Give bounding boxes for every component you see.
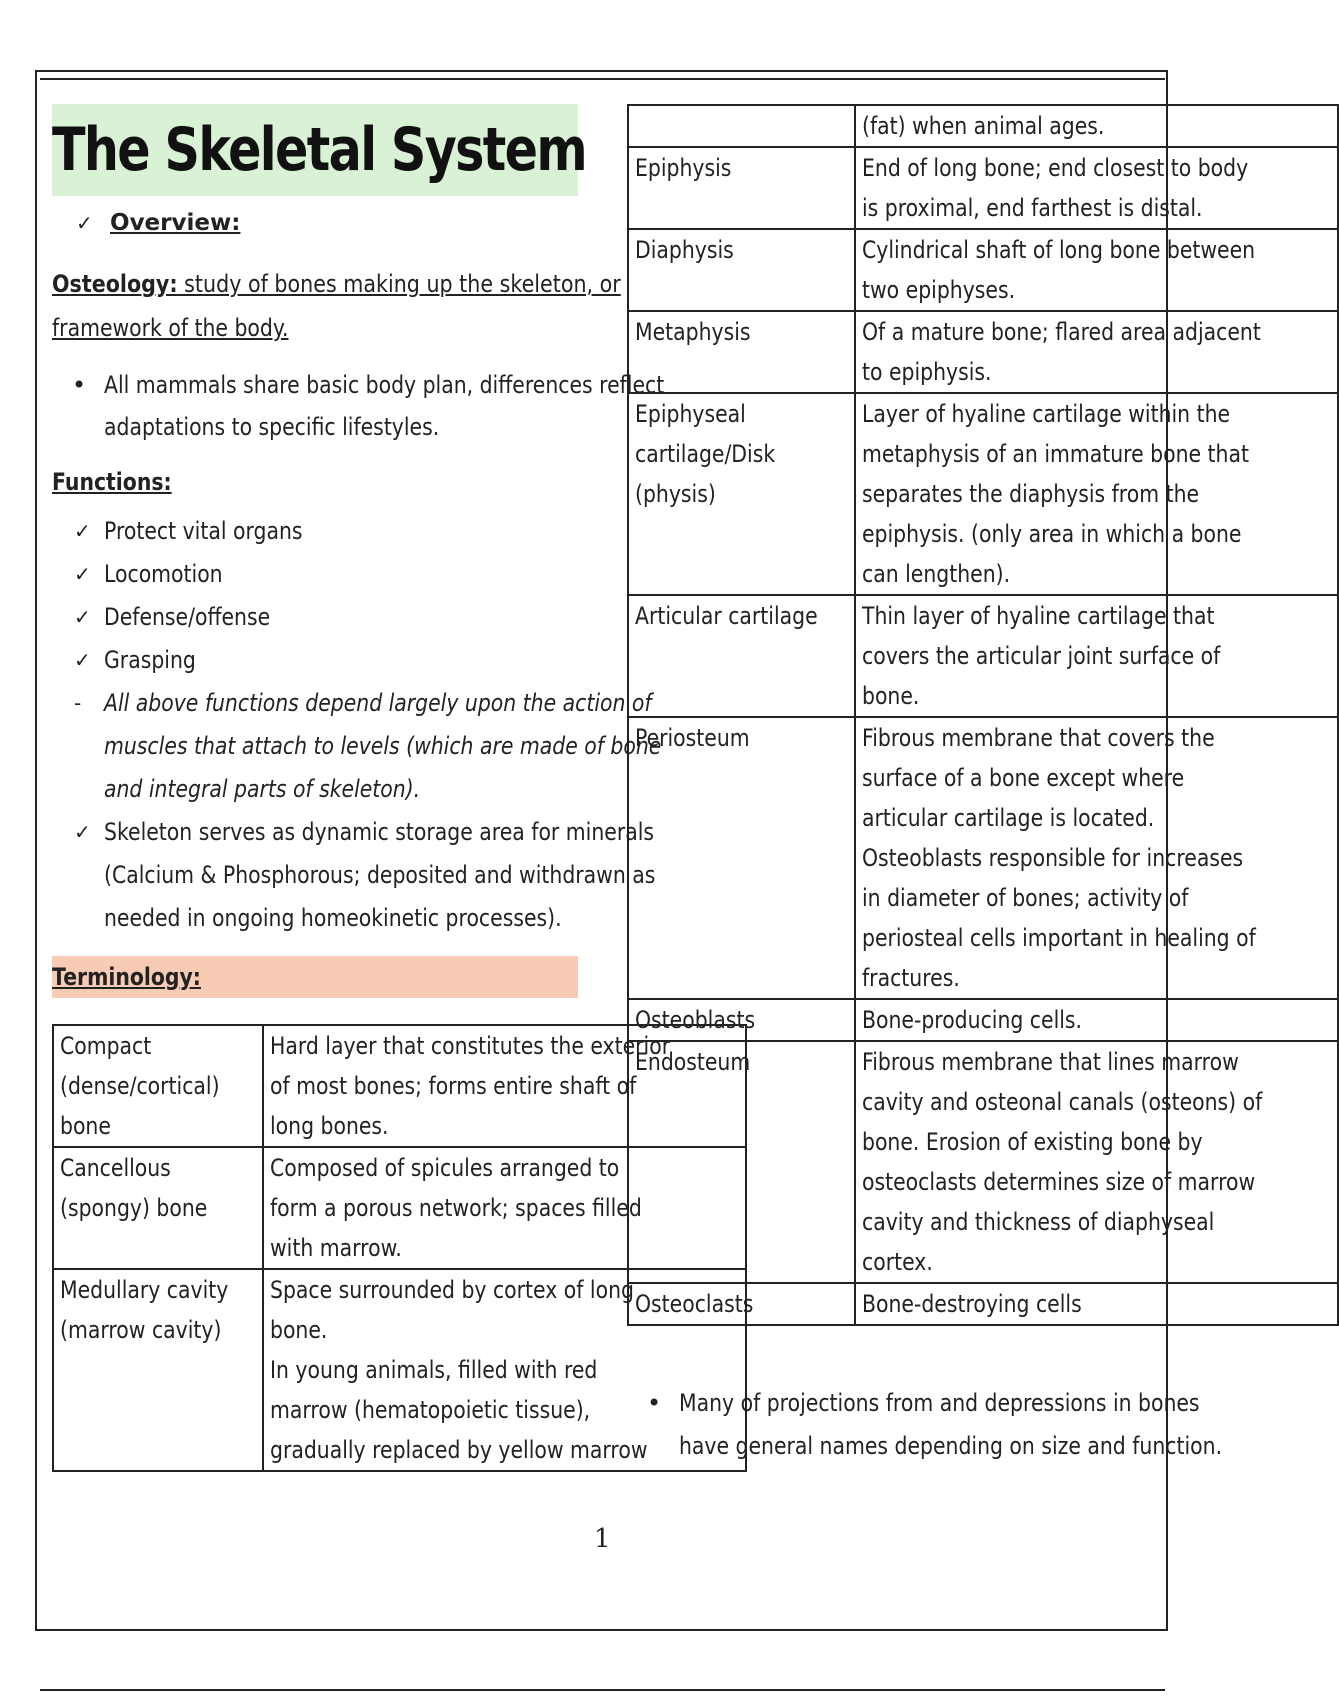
osteology-line-1: study of bones making up the skeleton, or bbox=[177, 270, 621, 298]
table-row bbox=[628, 595, 1338, 717]
definition-cell: Cylindrical shaft of long bone between two epiphyses. bbox=[855, 229, 1338, 311]
function-text: All above functions depend largely upon the action of bbox=[104, 689, 652, 717]
list-item bbox=[52, 811, 656, 940]
term-cell: Epiphyseal cartilage/Disk (physis) bbox=[628, 393, 855, 595]
check-icon: ✓ bbox=[76, 211, 93, 235]
definition-cell: Thin layer of hyaline cartilage that covers the articular joint surface of bone. bbox=[855, 595, 1338, 717]
functions-heading: Functions: bbox=[52, 468, 172, 496]
definition-cell: (fat) when animal ages. bbox=[855, 105, 1338, 147]
term-cell: Osteoclasts bbox=[628, 1283, 855, 1325]
function-text: muscles that attach to levels (which are made of bone bbox=[104, 732, 662, 760]
list-item bbox=[52, 510, 580, 553]
left-column bbox=[52, 104, 671, 1472]
function-text: Skeleton serves as dynamic storage area for minerals bbox=[104, 818, 655, 846]
dash-icon: - bbox=[74, 691, 82, 715]
term-cell: Cancellous (spongy) bone bbox=[53, 1147, 263, 1269]
table-row bbox=[628, 229, 1338, 311]
title-banner bbox=[52, 104, 587, 196]
term-cell: Articular cartilage bbox=[628, 595, 855, 717]
definition-cell: Bone-destroying cells bbox=[855, 1283, 1338, 1325]
definition-cell: Hard layer that constitutes the exterior of most bones; forms entire shaft of long bones. bbox=[263, 1025, 746, 1147]
definition-cell: Fibrous membrane that lines marrow cavity and osteonal canals (osteons) of bone. Erosion of existing bone by osteoclasts determines size of marrow cavity and thickness of diaphyseal cortex. bbox=[855, 1041, 1338, 1283]
terminology-banner bbox=[52, 956, 578, 998]
page-frame-rule bbox=[40, 78, 1165, 80]
table-row bbox=[628, 147, 1338, 229]
list-item bbox=[52, 596, 580, 639]
check-icon: ✓ bbox=[74, 820, 91, 844]
definition-cell: Bone-producing cells. bbox=[855, 999, 1338, 1041]
projections-line-2: have general names depending on size and function. bbox=[679, 1432, 1223, 1460]
table-row bbox=[628, 1283, 1338, 1325]
function-text: and integral parts of skeleton). bbox=[104, 775, 421, 803]
list-item bbox=[52, 682, 662, 811]
overview-label: Overview: bbox=[110, 210, 241, 236]
list-item bbox=[52, 639, 580, 682]
term-cell: Endosteum bbox=[628, 1041, 855, 1283]
function-text: (Calcium & Phosphorous; deposited and withdrawn as bbox=[104, 861, 656, 889]
term-cell: Metaphysis bbox=[628, 311, 855, 393]
definition-cell: Fibrous membrane that covers the surface of a bone except where articular cartilage is located. Osteoblasts responsible for increases in diameter of bones; activity of periosteal cells important in healing of fractures. bbox=[855, 717, 1338, 999]
osteology-label: Osteology: bbox=[52, 270, 178, 298]
definition-cell: Space surrounded by cortex of long bone. In young animals, filled with red marrow (hematopoietic tissue), gradually replaced by yellow marrow bbox=[263, 1269, 746, 1471]
page-title: The Skeletal System bbox=[52, 115, 587, 185]
functions-list bbox=[52, 510, 662, 940]
function-text: Protect vital organs bbox=[104, 517, 303, 545]
term-cell: Periosteum bbox=[628, 717, 855, 999]
bullet-icon: • bbox=[647, 1389, 662, 1417]
term-cell: Epiphysis bbox=[628, 147, 855, 229]
term-cell: Compact (dense/cortical) bone bbox=[53, 1025, 263, 1147]
osteology-line-2: framework of the body. bbox=[52, 314, 289, 342]
term-cell: Diaphysis bbox=[628, 229, 855, 311]
table-row bbox=[628, 393, 1338, 595]
function-text: needed in ongoing homeokinetic processes). bbox=[104, 904, 562, 932]
bullet-icon: • bbox=[72, 371, 87, 399]
bottom-rule bbox=[40, 1689, 1165, 1691]
terminology-table-right bbox=[627, 104, 1339, 1326]
projections-line-1: Many of projections from and depressions in bones bbox=[679, 1389, 1200, 1417]
check-icon: ✓ bbox=[74, 562, 91, 586]
function-text: Grasping bbox=[104, 646, 196, 674]
page-number: 1 bbox=[594, 1524, 611, 1554]
table-row bbox=[628, 1041, 1338, 1283]
right-column bbox=[627, 104, 1263, 1326]
check-icon: ✓ bbox=[74, 519, 91, 543]
table-row bbox=[628, 105, 1338, 147]
table-row bbox=[628, 717, 1338, 999]
mammals-line-1: All mammals share basic body plan, differences reflect bbox=[104, 371, 665, 399]
definition-cell: Composed of spicules arranged to form a porous network; spaces filled with marrow. bbox=[263, 1147, 746, 1269]
function-text: Locomotion bbox=[104, 560, 223, 588]
term-cell: Osteoblasts bbox=[628, 999, 855, 1041]
mammals-bullet bbox=[52, 364, 665, 448]
mammals-line-2: adaptations to specific lifestyles. bbox=[104, 413, 440, 441]
function-text: Defense/offense bbox=[104, 603, 271, 631]
list-item bbox=[52, 553, 580, 596]
term-cell bbox=[628, 105, 855, 147]
osteology-paragraph bbox=[52, 262, 621, 350]
term-cell: Medullary cavity (marrow cavity) bbox=[53, 1269, 263, 1471]
check-icon: ✓ bbox=[74, 605, 91, 629]
projections-bullet bbox=[627, 1382, 1223, 1468]
overview-heading bbox=[76, 210, 580, 236]
check-icon: ✓ bbox=[74, 648, 91, 672]
definition-cell: Of a mature bone; flared area adjacent to epiphysis. bbox=[855, 311, 1338, 393]
definition-cell: End of long bone; end closest to body is proximal, end farthest is distal. bbox=[855, 147, 1338, 229]
table-row bbox=[628, 311, 1338, 393]
definition-cell: Layer of hyaline cartilage within the metaphysis of an immature bone that separates the diaphysis from the epiphysis. (only area in which a bone can lengthen). bbox=[855, 393, 1338, 595]
terminology-heading: Terminology: bbox=[52, 963, 201, 991]
table-row bbox=[628, 999, 1338, 1041]
